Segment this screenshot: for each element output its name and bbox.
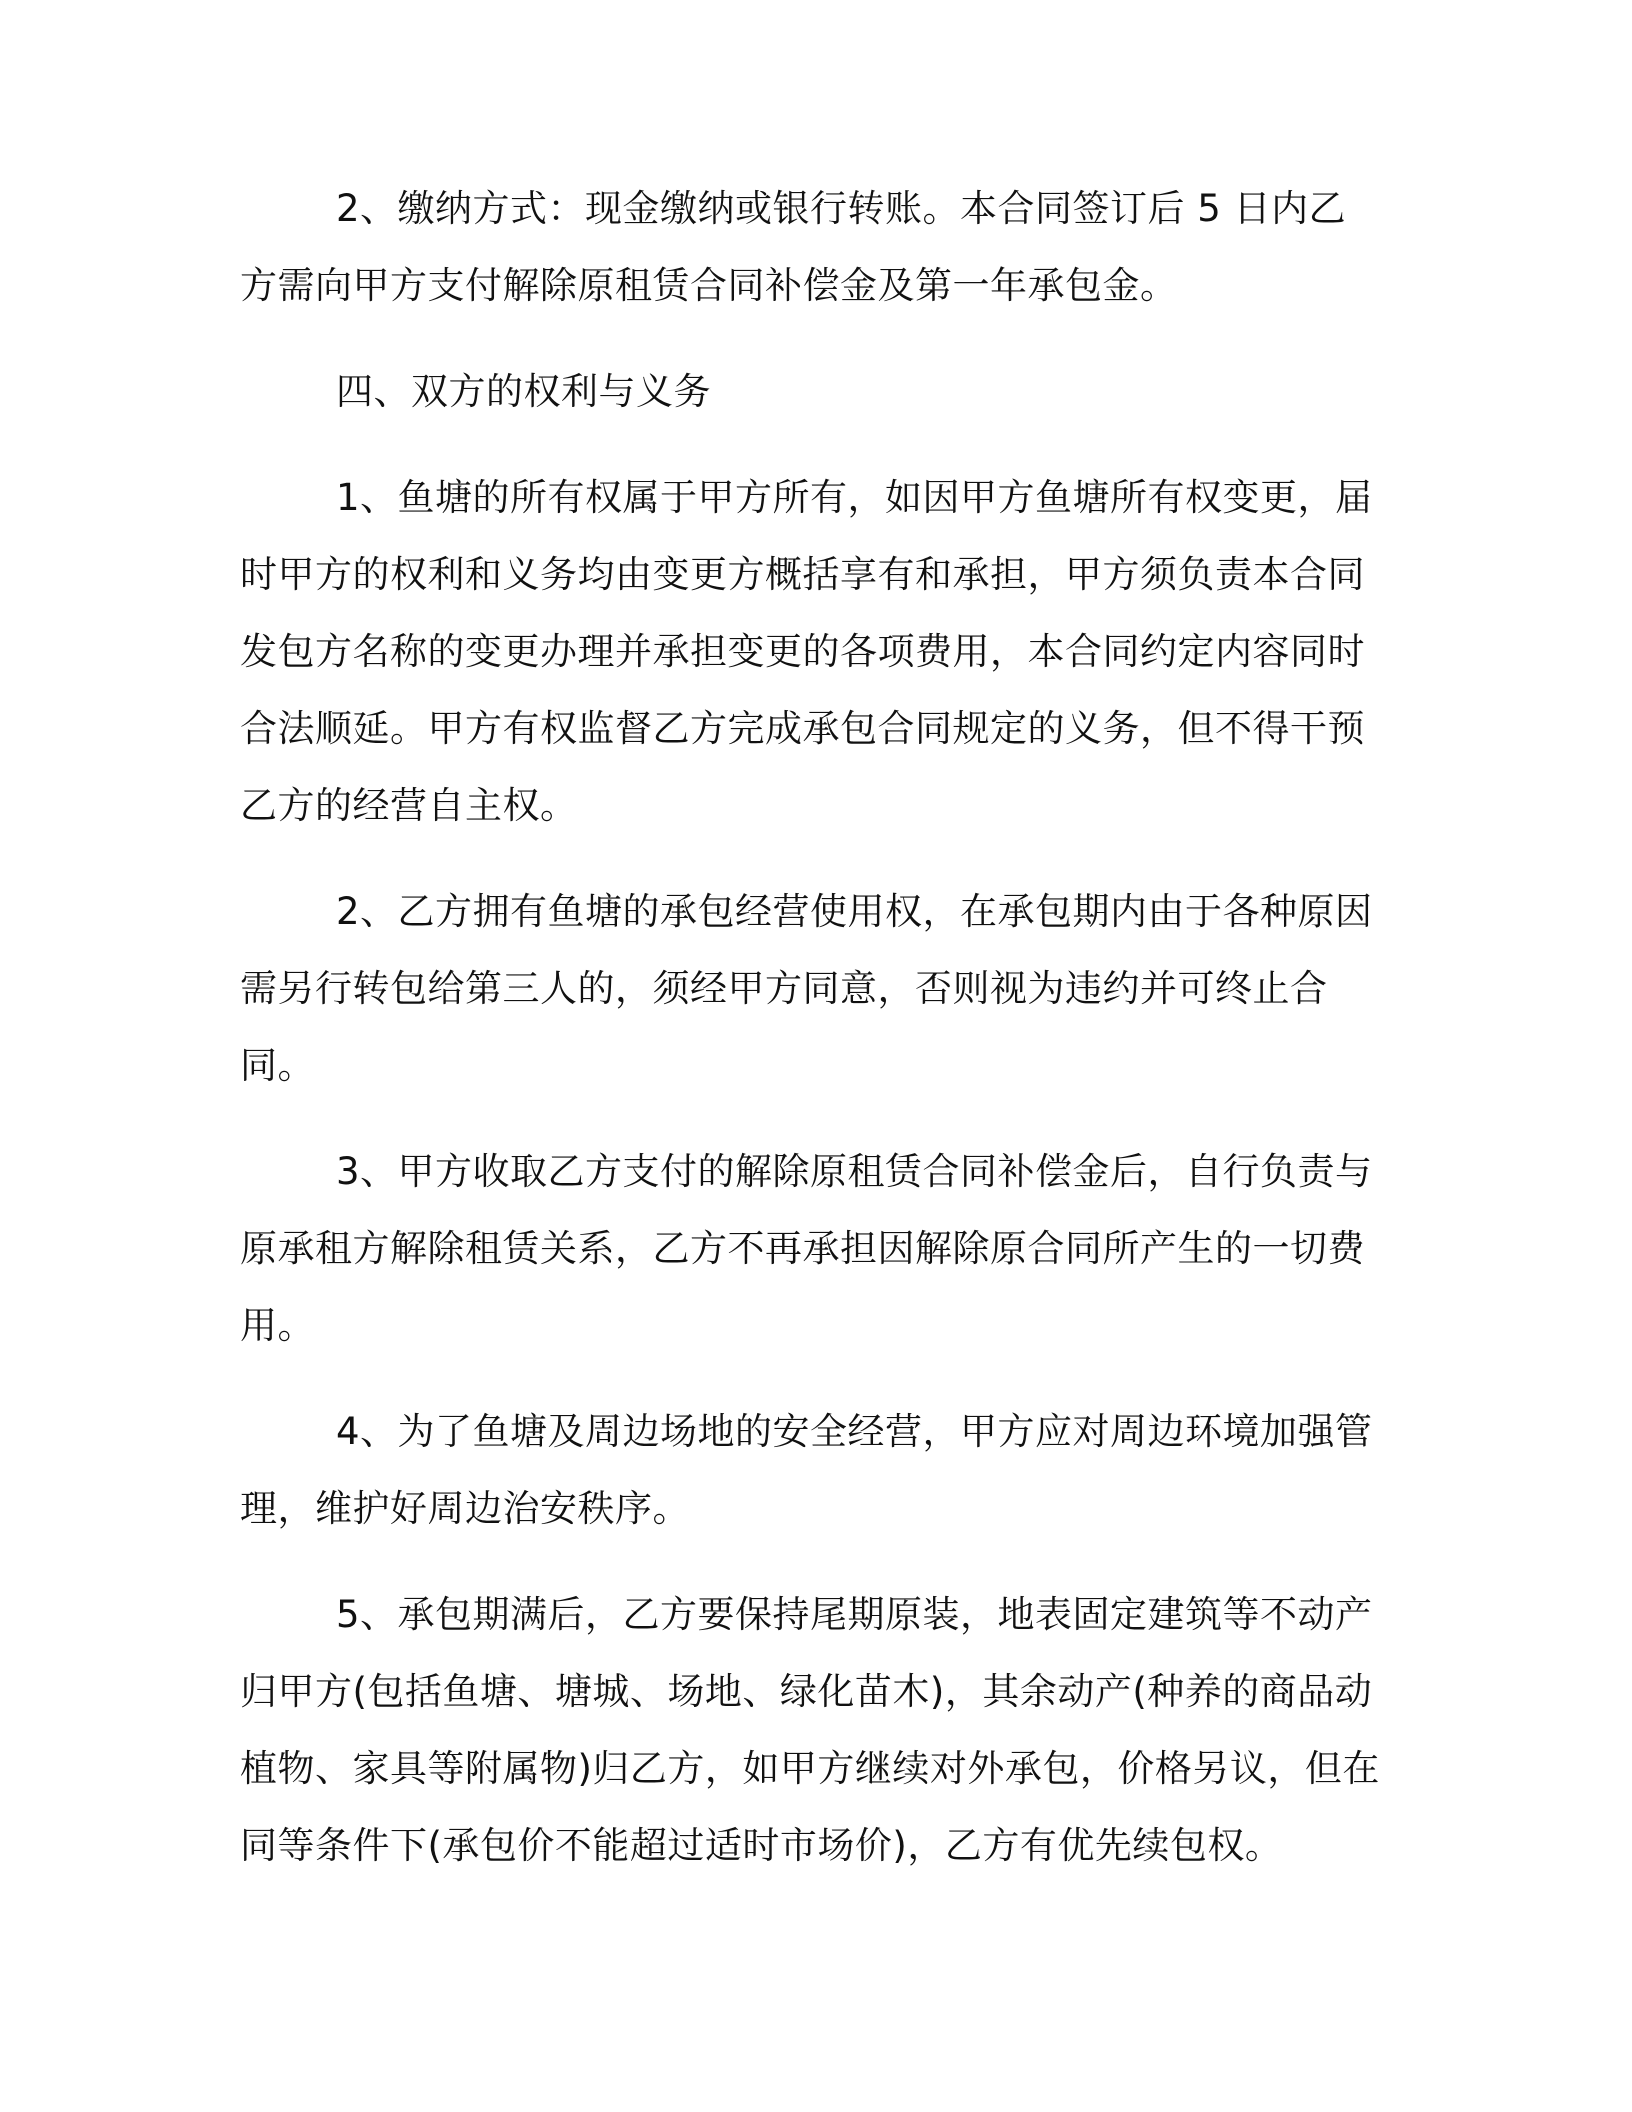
- paragraph-use-rights: 2、乙方拥有鱼塘的承包经营使用权，在承包期内由于各种原因需另行转包给第三人的，须经甲方同意，否则视为违约并可终止合同。: [240, 890, 1373, 1087]
- paragraph-compensation: 3、甲方收取乙方支付的解除原租赁合同补偿金后，自行负责与原承租方解除租赁关系，乙方不再承担因解除原合同所产生的一切费用。: [240, 1150, 1373, 1347]
- section-heading-rights-obligations: 四、双方的权利与义务: [336, 370, 711, 413]
- document-body: [240, 170, 1380, 1884]
- paragraph-ownership: 1、鱼塘的所有权属于甲方所有，如因甲方鱼塘所有权变更，届时甲方的权利和义务均由变更方概括享有和承担，甲方须负责本合同发包方名称的变更办理并承担变更的各项费用，本合同约定内容同时合法顺延。甲方有权监督乙方完成承包合同规定的义务，但不得干预乙方的经营自主权。: [240, 476, 1373, 827]
- paragraph-term-expiry: 5、承包期满后，乙方要保持尾期原装，地表固定建筑等不动产归甲方(包括鱼塘、塘城、场地、绿化苗木)，其余动产(种养的商品动植物、家具等附属物)归乙方，如甲方继续对外承包，价格另议，但在同等条件下(承包价不能超过适时市场价)，乙方有优先续包权。: [240, 1593, 1380, 1867]
- paragraph-security: 4、为了鱼塘及周边场地的安全经营，甲方应对周边环境加强管理，维护好周边治安秩序。: [240, 1410, 1373, 1530]
- paragraph-payment-method: 2、缴纳方式：现金缴纳或银行转账。本合同签订后 5 日内乙方需向甲方支付解除原租赁合同补偿金及第一年承包金。: [240, 187, 1347, 307]
